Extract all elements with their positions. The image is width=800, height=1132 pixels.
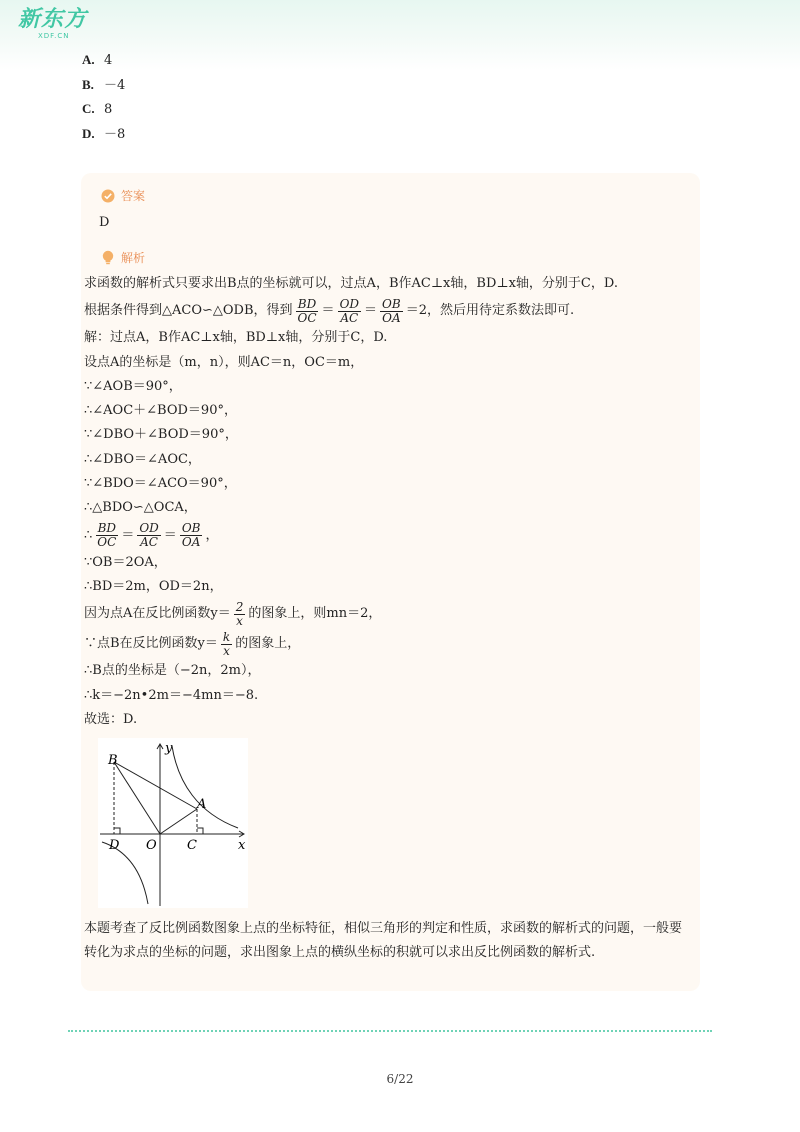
option-letter: B. <box>82 76 94 92</box>
text-segment: ∴ <box>84 527 93 543</box>
analysis-heading <box>101 249 145 266</box>
equals-sign: ＝ <box>121 527 135 543</box>
text-segment: 因为点A在反比例函数y＝ <box>84 606 231 622</box>
check-circle-icon <box>101 189 115 203</box>
fraction-denominator: x <box>223 643 230 658</box>
text-segment: ∵点B在反比例函数y＝ <box>84 636 218 652</box>
option-d <box>82 126 125 151</box>
analysis-heading-label: 解析 <box>121 251 146 265</box>
answer-heading <box>101 187 145 204</box>
text-segment: ＝2，然后用待定系数法即可. <box>405 303 575 319</box>
label-o: O <box>146 838 157 853</box>
page-number: 6/22 <box>386 1072 414 1086</box>
text-segment: ， <box>205 527 219 543</box>
fraction-denominator: OA <box>181 535 201 550</box>
answer-value: D <box>99 215 110 230</box>
fraction-denominator: AC <box>340 310 359 325</box>
fraction-denominator: OC <box>297 310 317 325</box>
analysis-line: ∴BD＝2m，OD＝2n， <box>84 578 223 594</box>
conclusion-paragraph: 本题考查了反比例函数图象上点的坐标特征，相似三角形的判定和性质，求函数的解析式的问题，一般要转化为求点的坐标的问题，求出图象上点的横纵坐标的积就可以求出反比例函数的解析式. <box>84 921 683 960</box>
option-a <box>82 52 125 77</box>
analysis-line-ratio <box>84 296 684 326</box>
fraction-2-x <box>234 601 246 628</box>
answer-options <box>82 52 125 150</box>
label-x: x <box>238 838 246 853</box>
fraction-ob-oa <box>380 298 403 325</box>
analysis-line: ∴∠AOC＋∠BOD＝90°， <box>84 403 237 419</box>
analysis-line-function-a <box>84 599 684 629</box>
text-segment: 的图象上，则mn＝2， <box>248 606 382 622</box>
fraction-od-ac <box>338 298 361 325</box>
logo <box>18 8 87 40</box>
label-b: B <box>108 753 118 768</box>
option-letter: C. <box>82 101 95 116</box>
coordinate-graph <box>98 738 248 908</box>
analysis-line: ∴B点的坐标是（−2n，2m）， <box>84 663 261 679</box>
fraction-numerator: 2 <box>235 599 244 614</box>
label-y: y <box>165 741 173 756</box>
answer-heading-label: 答案 <box>121 189 146 203</box>
analysis-line: ∵∠DBO＋∠BOD＝90°， <box>84 427 238 443</box>
analysis-line: 求函数的解析式只要求出B点的坐标就可以，过点A，B作AC⊥x轴，BD⊥x轴，分别于C，D. <box>84 276 618 291</box>
option-c <box>82 101 125 126</box>
fraction-bd-oc <box>296 298 319 325</box>
lightbulb-icon <box>101 250 115 265</box>
analysis-line: ∵∠AOB＝90°， <box>84 378 182 394</box>
label-d: D <box>109 838 120 853</box>
label-c: C <box>187 838 197 853</box>
fraction-ob-oa <box>180 522 203 549</box>
equals-sign: ＝ <box>163 527 177 543</box>
analysis-line: 解：过点A，B作AC⊥x轴，BD⊥x轴，分别于C，D. <box>84 330 388 346</box>
fraction-bd-oc <box>95 522 118 549</box>
option-text: 8 <box>104 102 113 117</box>
fraction-numerator: BD <box>297 296 317 311</box>
fraction-denominator: AC <box>140 535 158 550</box>
fraction-numerator: BD <box>97 521 117 536</box>
analysis-line: 设点A的坐标是（m，n），则AC＝n，OC＝m， <box>84 354 364 370</box>
fraction-denominator: OA <box>382 310 401 325</box>
fraction-numerator: OD <box>339 296 360 311</box>
analysis-body <box>84 272 684 732</box>
option-text: －4 <box>104 77 126 93</box>
logo-subtext: XDF.CN <box>38 32 70 40</box>
analysis-line: ∴∠DBO＝∠AOC， <box>84 451 201 467</box>
logo-text: 新东方 <box>18 7 88 32</box>
option-text: －8 <box>104 126 126 142</box>
fraction-numerator: OB <box>382 296 401 311</box>
option-text: 4 <box>104 53 113 68</box>
fraction-k-x <box>221 631 232 658</box>
option-letter: D. <box>82 125 95 141</box>
analysis-line: ∴△BDO∽△OCA， <box>84 500 197 516</box>
fraction-numerator: OD <box>139 521 159 536</box>
text-segment: 的图象上， <box>235 636 301 652</box>
analysis-line: ∴k＝−2n•2m＝−4mn＝−8. <box>84 687 259 703</box>
analysis-line: 故选：D. <box>84 711 138 727</box>
equals-sign: ＝ <box>364 303 378 319</box>
fraction-denominator: x <box>236 613 243 628</box>
footer-divider <box>68 1030 712 1032</box>
analysis-line: ∵∠BDO＝∠ACO＝90°， <box>84 476 237 492</box>
analysis-line-function-b <box>84 629 684 659</box>
analysis-line: ∵OB＝2OA， <box>84 554 167 570</box>
fraction-numerator: k <box>222 629 231 644</box>
analysis-line-ratio <box>84 521 684 551</box>
solution-card <box>81 173 700 991</box>
fraction-denominator: OC <box>97 535 117 550</box>
option-b <box>82 77 125 102</box>
text-segment: 根据条件得到△ACO∽△ODB，得到 <box>84 303 293 319</box>
fraction-od-ac <box>137 522 160 549</box>
fraction-numerator: OB <box>181 521 201 536</box>
equals-sign: ＝ <box>321 303 335 319</box>
option-letter: A. <box>82 52 95 67</box>
label-a: A <box>197 797 207 812</box>
